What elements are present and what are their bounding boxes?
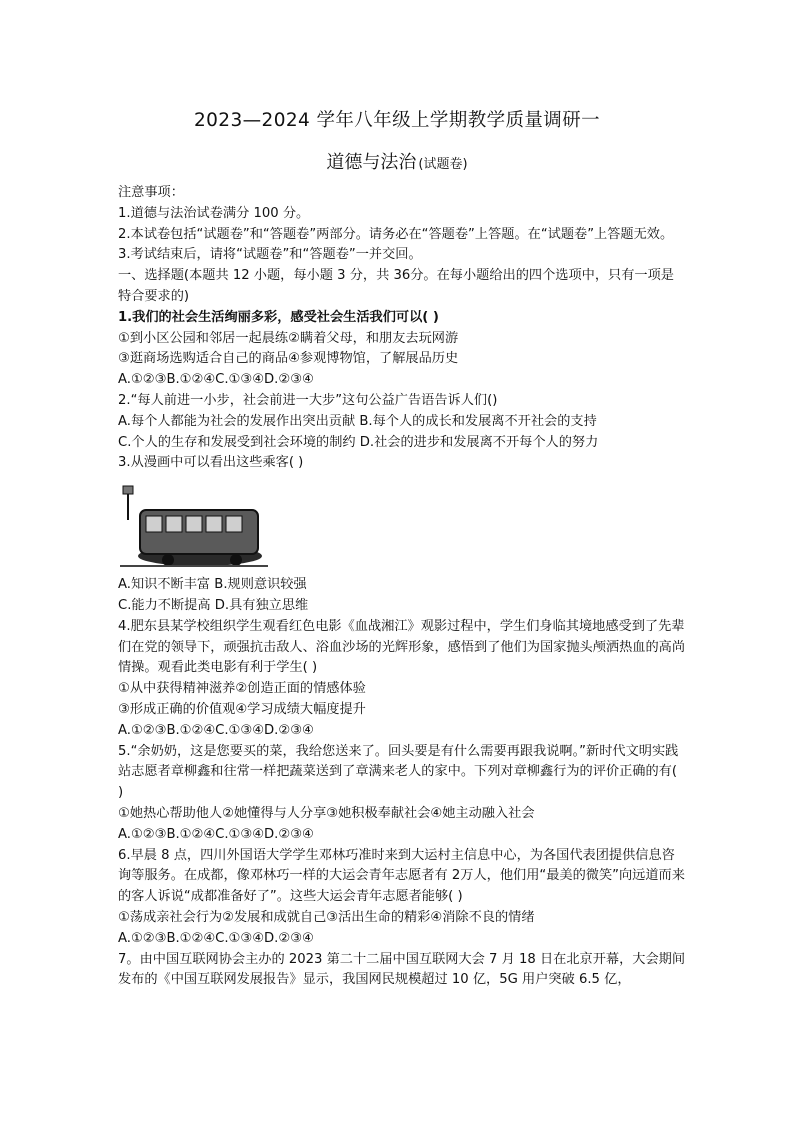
answer-options: A.①②③B.①②④C.①③④D.②③④ bbox=[118, 930, 314, 946]
question-statement: ①荡成亲社会行为②发展和成就自己③活出生命的精彩④消除不良的情绪 bbox=[118, 909, 535, 925]
question-stem: 3.从漫画中可以看出这些乘客( ) bbox=[118, 455, 304, 471]
question-stem: 1.我们的社会生活绚丽多彩，感受社会生活我们可以( ) bbox=[118, 309, 439, 325]
answer-options: A.①②③B.①②④C.①③④D.②③④ bbox=[118, 826, 314, 842]
question-stem: 5.“余奶奶，这是您要买的菜，我给您送来了。回头要是有什么需要再跟我说啊。”新时代文明实践站志愿者章柳鑫和往常一样把蔬菜送到了章满来老人的家中。下列对章柳鑫行为的评价正确的有( ) bbox=[118, 743, 679, 801]
question-stem: 7。由中国互联网协会主办的 2023 第二十二届中国互联网大会 7 月 18 日在北京开幕，大会期间发布的《中国互联网发展报告》显示，我国网民规模超过 10 亿，5G 用户突破 6.5 亿， bbox=[118, 951, 686, 988]
question-stem: 2.“每人前进一小步，社会前进一大步”这句公益广告语告诉人们() bbox=[118, 392, 498, 408]
notice-heading: 注意事项： bbox=[118, 185, 184, 200]
question-statement: ①到小区公园和邻居一起晨练②瞒着父母，和朋友去玩网游 bbox=[118, 330, 459, 346]
notice-item: 2.本试卷包括“试题卷”和“答题卷”两部分。请务必在“答题卷”上答题。在“试题卷”上答题无效。 bbox=[118, 226, 674, 242]
question-stem: 6.早晨 8 点，四川外国语大学学生邓林巧准时来到大运村主信息中心，为各国代表团提供信息咨询等服务。在成都，像邓林巧一样的大运会青年志愿者有 2万人，他们用“最美的微笑”向远道而来的客人诉说“成都准备好了”。这些大运会青年志愿者能够( ) bbox=[118, 847, 685, 905]
paper-type-note: (试题卷) bbox=[418, 157, 468, 172]
section-heading: 一、选择题(本题共 12 小题，每小题 3 分，共 36分。在每小题给出的四个选项中，只有一项是特合要求的) bbox=[118, 268, 674, 304]
exam-content bbox=[118, 183, 686, 991]
subject-name: 道德与法治 bbox=[326, 152, 417, 173]
notice-item: 3.考试结束后，请将“试题卷”和“答题卷”一并交回。 bbox=[118, 247, 422, 263]
comic-illustration bbox=[118, 474, 686, 575]
question-statement: ①从中获得精神滋养②创造正面的情感体验 bbox=[118, 681, 366, 697]
answer-options: A.每个人都能为社会的发展作出突出贡献 B.每个人的成长和发展离不开社会的支持 bbox=[118, 413, 597, 429]
question-stem: 4.肥东县某学校组织学生观看红色电影《血战湘江》观影过程中，学生们身临其境地感受到了先辈们在党的领导下，顽强抗击敌人、浴血沙场的光辉形象，感悟到了他们为国家抛头颅洒热血的高尚情操。观看此类电影有利于学生( ) bbox=[118, 618, 686, 676]
question-statement: ③逛商场选购适合自己的商品④参观博物馆，了解展品历史 bbox=[118, 351, 459, 367]
answer-options: C.能力不断提高 D.具有独立思维 bbox=[118, 597, 309, 613]
answer-options: A.①②③B.①②④C.①③④D.②③④ bbox=[118, 372, 314, 388]
notice-item: 1.道德与法治试卷满分 100 分。 bbox=[118, 205, 310, 221]
question-statement: ③形成正确的价值观④学习成绩大幅度提升 bbox=[118, 701, 366, 717]
answer-options: A.①②③B.①②④C.①③④D.②③④ bbox=[118, 722, 314, 738]
question-statement: ①她热心帮助他人②她懂得与人分享③她积极奉献社会④她主动融入社会 bbox=[118, 805, 535, 821]
page-subtitle bbox=[0, 148, 794, 174]
page-title: 2023—2024 学年八年级上学期教学质量调研一 bbox=[193, 110, 601, 131]
answer-options: A.知识不断丰富 B.规则意识较强 bbox=[118, 577, 307, 593]
bus-comic-image bbox=[118, 480, 270, 570]
answer-options: C.个人的生存和发展受到社会环境的制约 D.社会的进步和发展离不开每个人的努力 bbox=[118, 434, 599, 450]
